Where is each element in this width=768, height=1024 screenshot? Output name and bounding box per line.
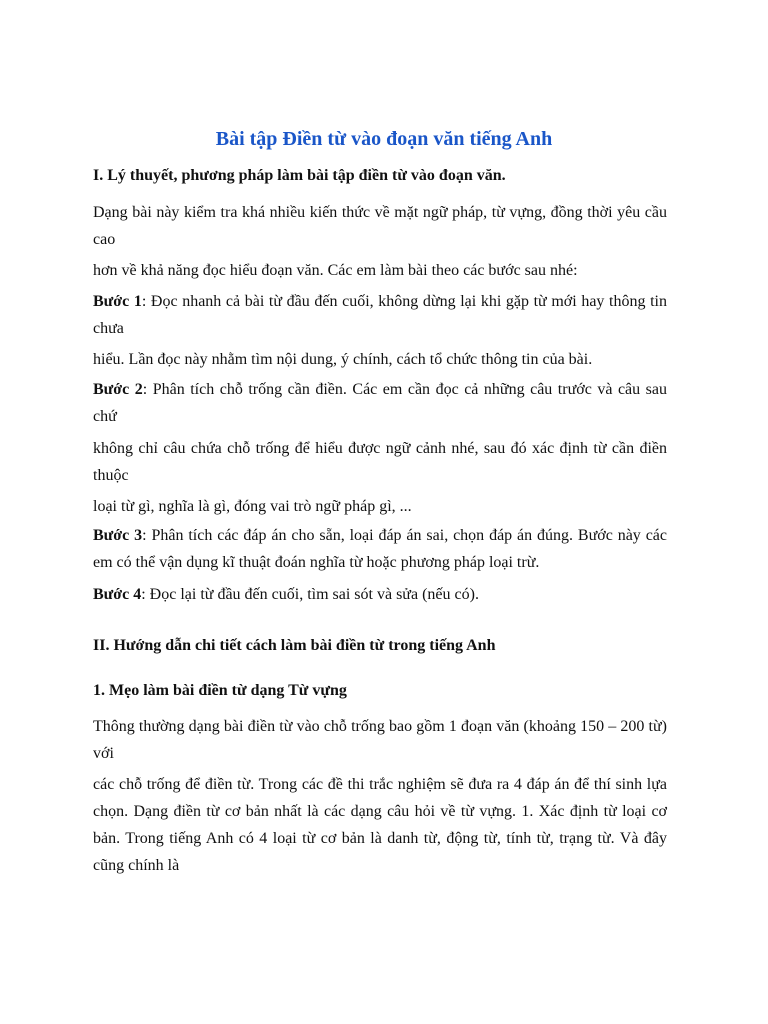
step1-paragraph [93,288,667,342]
step2-text: : Phân tích chỗ trống cần điền. Các em cần đọc cả những câu trước và câu sau chứ [93,381,667,425]
step4-label: Bước 4 [93,586,142,603]
step3-paragraph [93,522,667,576]
step1-continuation: hiểu. Lần đọc này nhằm tìm nội dung, ý chính, cách tổ chức thông tin của bài. [93,351,593,368]
step4-paragraph [93,581,667,608]
step2-continuation-1: không chỉ câu chứa chỗ trống để hiểu được ngữ cảnh nhé, sau đó xác định từ cần điền thuộc [93,440,667,484]
intro-line2: hơn về khả năng đọc hiểu đoạn văn. Các em làm bài theo các bước sau nhé: [93,262,578,279]
section1-heading: I. Lý thuyết, phương pháp làm bài tập điền từ vào đoạn văn. [93,167,506,184]
section2-heading: II. Hướng dẫn chi tiết cách làm bài điền từ trong tiếng Anh [93,637,496,654]
step2-paragraph [93,376,667,430]
step1-label: Bước 1 [93,293,142,310]
step3-text: : Phân tích các đáp án cho sẵn, loại đáp án sai, chọn đáp án đúng. Bước này các em có thể vận dụng kĩ thuật đoán nghĩa từ hoặc phương pháp loại trừ. [93,527,667,571]
section2-para-line1: Thông thường dạng bài điền từ vào chỗ trống bao gồm 1 đoạn văn (khoảng 150 – 200 từ) với [93,718,667,762]
intro-line1: Dạng bài này kiểm tra khá nhiều kiến thức về mặt ngữ pháp, từ vựng, đồng thời yêu cầu cao [93,204,667,248]
section2-subheading: 1. Mẹo làm bài điền từ dạng Từ vựng [93,682,347,699]
document-title: Bài tập Điền từ vào đoạn văn tiếng Anh [215,128,553,150]
step2-continuation-2: loại từ gì, nghĩa là gì, đóng vai trò ngữ pháp gì, ... [93,498,412,515]
step4-text: : Đọc lại từ đầu đến cuối, tìm sai sót và sửa (nếu có). [141,586,479,603]
step3-label: Bước 3 [93,527,143,544]
section2-para-line2: các chỗ trống để điền từ. Trong các đề thi trắc nghiệm sẽ đưa ra 4 đáp án để thí sinh lựa chọn. Dạng điền từ cơ bản nhất là các dạng câu hỏi về từ vựng. 1. Xác định từ loại cơ bản. Trong tiếng Anh có 4 loại từ cơ bản là danh từ, động từ, tính từ, trạng từ. Và đây cũng chính là [93,776,667,874]
step1-text: : Đọc nhanh cả bài từ đầu đến cuối, không dừng lại khi gặp từ mới hay thông tin chưa [93,293,668,337]
step2-label: Bước 2 [93,381,143,398]
